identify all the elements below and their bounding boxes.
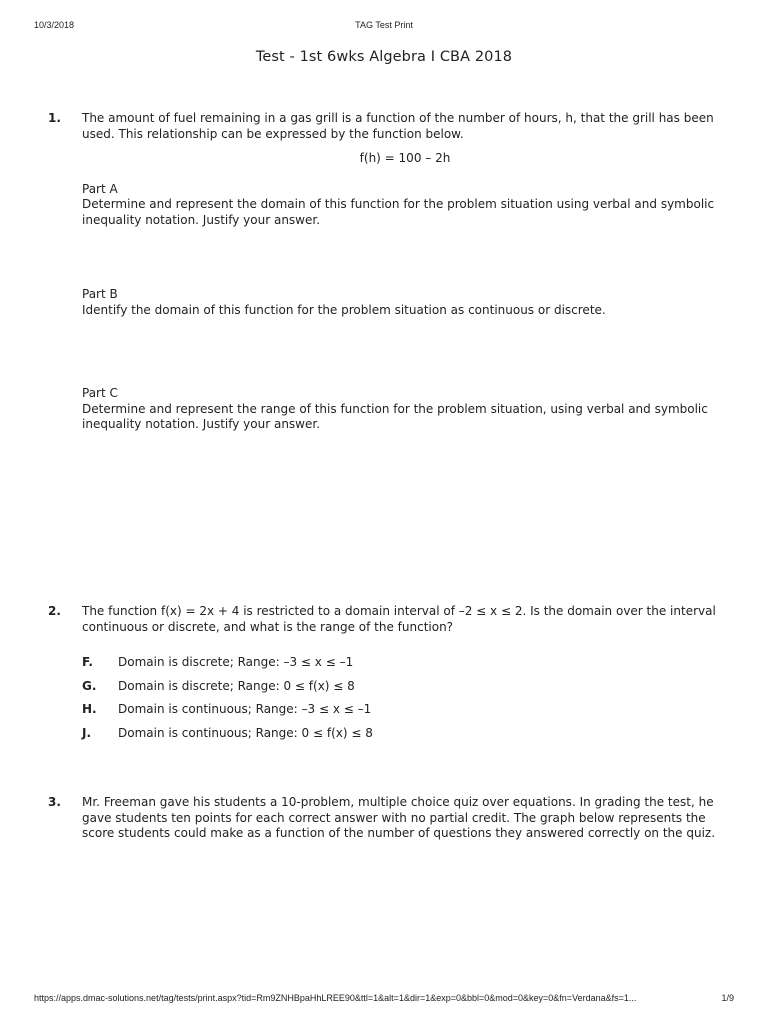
choice-letter: J. [82, 725, 92, 740]
part-a-text: Determine and represent the domain of this function for the problem situation using verbal and symbolic inequality notation. Justify your answer. [82, 197, 715, 227]
answer-choice-f[interactable] [82, 655, 728, 679]
choice-text: Domain is discrete; Range: –3 ≤ x ≤ –1 [118, 655, 354, 669]
part-b-label: Part B [82, 287, 118, 301]
answer-choice-h[interactable] [82, 702, 728, 726]
question-stem: The amount of fuel remaining in a gas grill is a function of the number of hours, h, that the grill has been used. This relationship can be expressed by the function below. [82, 111, 714, 141]
answer-choice-g[interactable] [82, 679, 728, 703]
choice-text: Domain is continuous; Range: –3 ≤ x ≤ –1 [118, 702, 372, 716]
answer-choices [82, 655, 728, 749]
question-number: 3. [48, 795, 61, 809]
part-a-label: Part A [82, 181, 118, 196]
question-stem: Mr. Freeman gave his students a 10-problem, multiple choice quiz over equations. In grading the test, he gave students ten points for each correct answer with no partial credit. The graph below represents the score students could make as a function of the number of questions they answered correctly on the quiz. [82, 795, 716, 840]
part-c-text: Determine and represent the range of this function for the problem situation, using verbal and symbolic inequality notation. Justify your answer. [82, 401, 708, 431]
print-url: https://apps.dmac-solutions.net/tag/tests/print.aspx?tid=Rm9ZNHBpaHhLREE90&ttl=1&alt=1&dir=1&exp=0&bbl=0&mod=0&key=0&fn=Verdana&fs=1... [34, 993, 637, 1003]
question-3 [48, 795, 728, 842]
question-1 [48, 111, 728, 433]
question-number: 1. [48, 111, 61, 125]
choice-text: Domain is continuous; Range: 0 ≤ f(x) ≤ 8 [118, 725, 373, 740]
question-number: 2. [48, 604, 61, 618]
print-date: 10/3/2018 [34, 20, 75, 30]
question-2 [48, 604, 728, 749]
test-title: Test - 1st 6wks Algebra I CBA 2018 [255, 49, 513, 65]
part-c-label: Part C [82, 386, 118, 400]
question-stem: The function f(x) = 2x + 4 is restricted to a domain interval of –2 ≤ x ≤ 2. Is the domain over the interval continuous or discrete, and what is the range of the function? [82, 604, 716, 634]
page-number: 1/9 [721, 993, 734, 1003]
function-formula: f(h) = 100 – 2h [359, 151, 451, 165]
choice-letter: G. [82, 678, 97, 693]
choice-letter: H. [82, 702, 97, 716]
print-page-title: TAG Test Print [355, 20, 413, 30]
part-b-text: Identify the domain of this function for the problem situation as continuous or discrete. [82, 302, 606, 317]
choice-text: Domain is discrete; Range: 0 ≤ f(x) ≤ 8 [118, 678, 355, 693]
answer-choice-j[interactable] [82, 726, 728, 750]
choice-letter: F. [82, 655, 93, 669]
